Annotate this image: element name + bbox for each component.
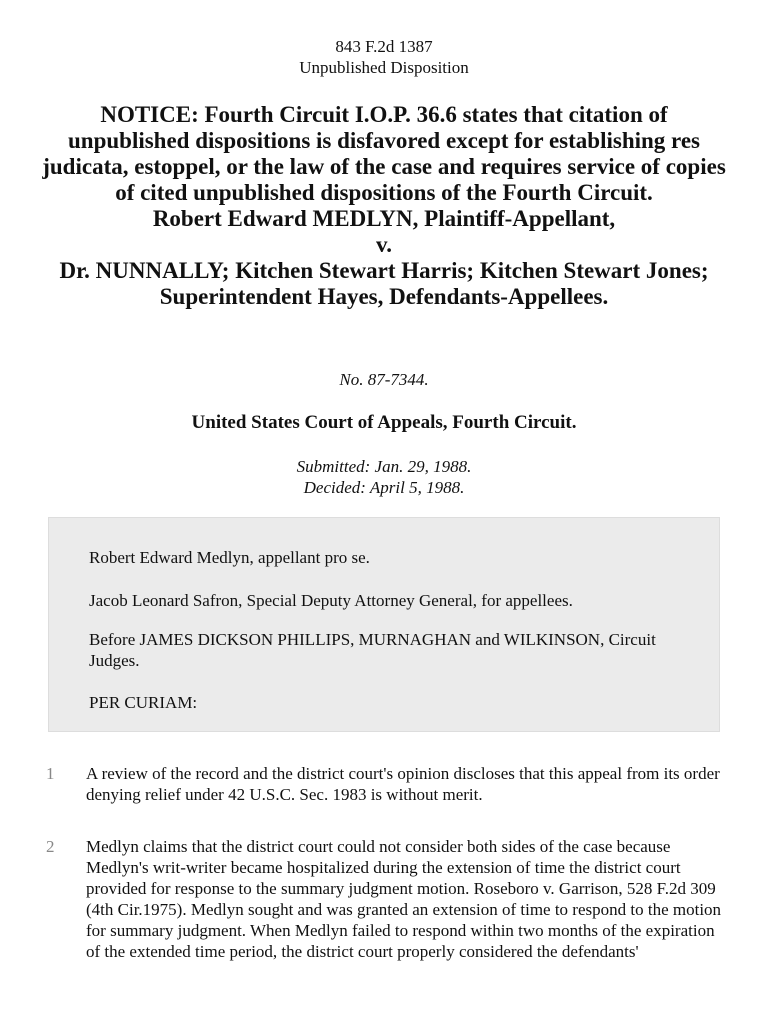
disposition-label: Unpublished Disposition [299, 58, 469, 77]
citation-header [0, 36, 768, 78]
case-headline [40, 102, 728, 310]
paragraph-number: 1 [46, 764, 55, 783]
appellant-counsel: Robert Edward Medlyn, appellant pro se. [89, 548, 370, 567]
counsel-box [48, 517, 720, 732]
appellees-counsel: Jacob Leonard Safron, Special Deputy Attorney General, for appellees. [89, 591, 573, 610]
plaintiff-line: Robert Edward MEDLYN, Plaintiff-Appellant, [152, 206, 616, 231]
court-name: United States Court of Appeals, Fourth Circuit. [191, 412, 577, 433]
docket-number: No. 87-7344. [339, 370, 429, 389]
paragraph-text: A review of the record and the district court's opinion discloses that this appeal from its order denying relief under 42 U.S.C. Sec. 1983 is without merit. [86, 764, 720, 804]
reporter-citation: 843 F.2d 1387 [335, 37, 433, 56]
decided-date: Decided: April 5, 1988. [303, 478, 465, 497]
panel-judges: Before JAMES DICKSON PHILLIPS, MURNAGHAN and WILKINSON, Circuit Judges. [89, 630, 656, 670]
per-curiam: PER CURIAM: [89, 693, 198, 712]
versus-line: v. [376, 232, 392, 257]
case-dates [0, 456, 768, 498]
paragraph-number: 2 [46, 837, 55, 856]
notice-text: NOTICE: Fourth Circuit I.O.P. 36.6 states that citation of unpublished dispositions is disfavored except for establishing res judicata, estoppel, or the law of the case and requires service of copies of cited unpublished dispositions of the Fourth Circuit. [42, 102, 726, 205]
submitted-date: Submitted: Jan. 29, 1988. [296, 457, 472, 476]
defendants-line: Dr. NUNNALLY; Kitchen Stewart Harris; Kitchen Stewart Jones; Superintendent Hayes, Defendants-Appellees. [59, 258, 709, 309]
paragraph-text: Medlyn claims that the district court could not consider both sides of the case because Medlyn's writ-writer became hospitalized during the extension of time the district court provided for response to the summary judgment motion. Roseboro v. Garrison, 528 F.2d 309 (4th Cir.1975). Medlyn sought and was granted an extension of time to respond to the motion for summary judgment. When Medlyn failed to respond within two months of the expiration of the extended time period, the district court properly considered the defendants' [86, 837, 722, 961]
